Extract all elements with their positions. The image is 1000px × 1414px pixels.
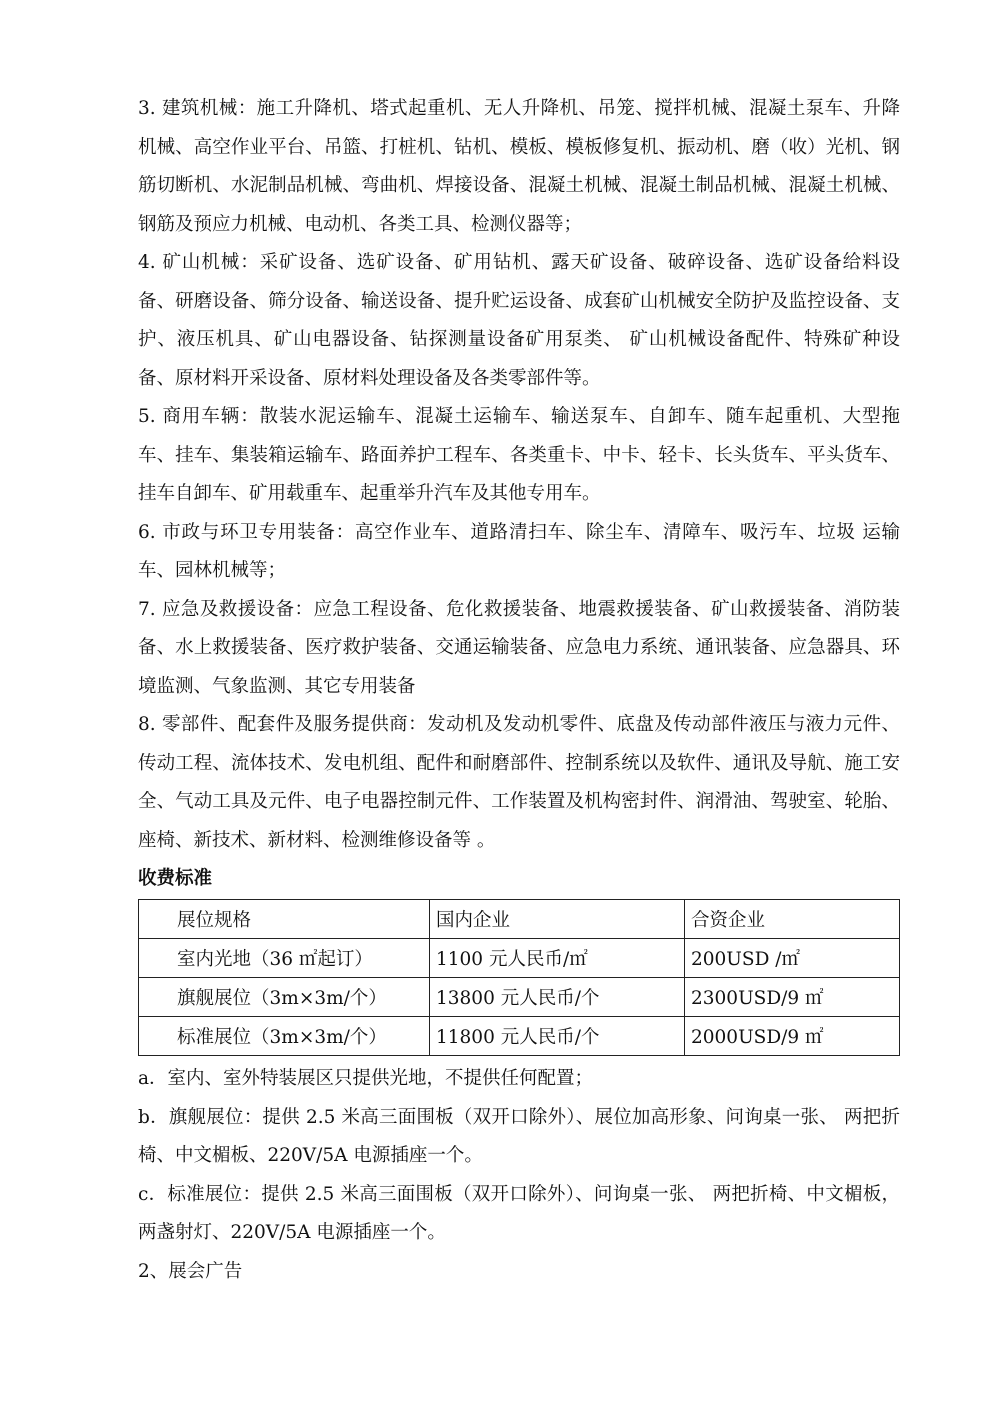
table-cell: 1100 元人民币/㎡ — [430, 939, 685, 978]
note-standard-booth: c．标准展位：提供 2.5 米高三面围板（双开口除外）、问询桌一张、 两把折椅、中文楣板，两盏射灯、220V/5A 电源插座一个。 — [138, 1183, 900, 1243]
category-commercial-vehicles: 5. 商用车辆：散装水泥运输车、混凝土运输车、输送泵车、自卸车、随车起重机、大型拖车、挂车、集装箱运输车、路面养护工程车、各类重卡、中卡、轻卡、长头货车、平头货车、挂车自卸车、矿用载重车、起重举升汽车及其他专用车。 — [138, 406, 900, 504]
table-cell: 室内光地（36 ㎡起订） — [139, 939, 430, 978]
section-exhibition-ads: 2、展会广告 — [138, 1260, 243, 1282]
category-construction-machinery: 3. 建筑机械：施工升降机、塔式起重机、无人升降机、吊笼、搅拌机械、混凝土泵车、升降机械、高空作业平台、吊篮、打桩机、钻机、模板、模板修复机、振动机、磨（收）光机、钢筋切断机、水泥制品机械、弯曲机、焊接设备、混凝土机械、混凝土制品机械、混凝土机械、钢筋及预应力机械、电动机、各类工具、检测仪器等； — [138, 98, 900, 235]
table-cell: 200USD /㎡ — [685, 939, 900, 978]
note-flagship-booth: b．旗舰展位：提供 2.5 米高三面围板（双开口除外）、展位加高形象、问询桌一张、 两把折椅、中文楣板、220V/5A 电源插座一个。 — [138, 1106, 900, 1166]
table-cell: 旗舰展位（3m×3m/个） — [139, 978, 430, 1017]
table-cell: 标准展位（3m×3m/个） — [139, 1017, 430, 1056]
table-cell: 2000USD/9 ㎡ — [685, 1017, 900, 1056]
column-header: 国内企业 — [430, 900, 685, 939]
table-row — [139, 978, 900, 1017]
table-row — [139, 1017, 900, 1056]
table-cell: 11800 元人民币/个 — [430, 1017, 685, 1056]
column-header: 展位规格 — [139, 900, 430, 939]
table-cell: 2300USD/9 ㎡ — [685, 978, 900, 1017]
fees-heading: 收费标准 — [138, 868, 213, 889]
table-row — [139, 939, 900, 978]
note-raw-space: a．室内、室外特装展区只提供光地，不提供任何配置； — [138, 1068, 594, 1089]
category-municipal-equipment: 6. 市政与环卫专用装备：高空作业车、道路清扫车、除尘车、清障车、吸污车、垃圾 运输车、园林机械等； — [138, 521, 900, 581]
booth-notes — [138, 1060, 900, 1253]
category-parts-services: 8. 零部件、配套件及服务提供商：发动机及发动机零件、底盘及传动部件液压与液力元件、传动工程、流体技术、发电机组、配件和耐磨部件、控制系统以及软件、通讯及导航、施工安全、气动工具及元件、电子电器控制元件、工作装置及机构密封件、润滑油、驾驶室、轮胎、座椅、新技术、新材料、检测维修设备等 。 — [138, 714, 900, 851]
table-cell: 13800 元人民币/个 — [430, 978, 685, 1017]
column-header: 合资企业 — [685, 900, 900, 939]
document-page — [138, 90, 900, 1291]
table-header-row — [139, 900, 900, 939]
category-emergency-rescue: 7. 应急及救援设备：应急工程设备、危化救援装备、地震救援装备、矿山救援装备、消防装备、水上救援装备、医疗救护装备、交通运输装备、应急电力系统、通讯装备、应急器具、环境监测、气象监测、其它专用装备 — [138, 598, 900, 697]
fees-table — [138, 899, 900, 1056]
category-mining-machinery: 4. 矿山机械：采矿设备、选矿设备、矿用钻机、露天矿设备、破碎设备、选矿设备给料设备、研磨设备、筛分设备、输送设备、提升贮运设备、成套矿山机械安全防护及监控设备、支护、液压机具、矿山电器设备、钻探测量设备矿用泵类、 矿山机械设备配件、特殊矿种设备、原材料开采设备、原材料处理设备及各类零部件等。 — [138, 252, 900, 389]
